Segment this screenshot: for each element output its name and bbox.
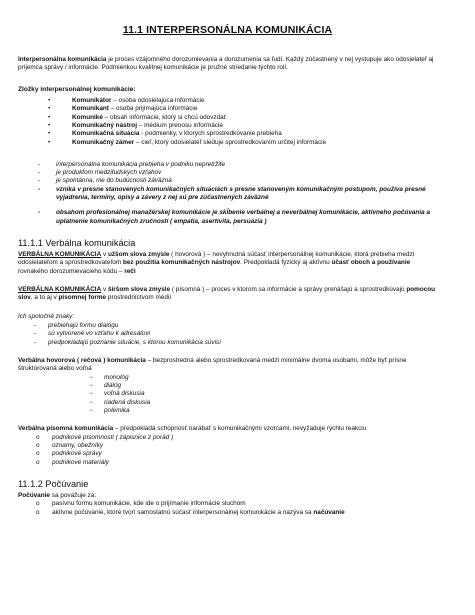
written-paragraph [18,425,437,433]
term: Počúvanie [18,491,50,499]
text: – bezprostredná alebo sprostredkovaná medzi minimálne dvoma osobami, môže byť prísne štruktúrovaná alebo voľná [18,357,407,373]
features-list [18,322,437,347]
list-item [18,500,437,508]
term: širšom slova zmysle [107,286,171,294]
section-heading-listening: 11.1.2 Počúvanie [18,478,89,489]
text: . Predpokladá fyzický aj aktívnu [240,259,332,267]
component-term: Komuniké [72,113,103,121]
text: ( hovorová ) – nevyhnutná súčasť interpersonálnej komunikácie, ktorá prebieha medzi odosielateľom a sprostredkovateľom [18,251,415,267]
term: Verbálna hovorová ( rečová ) komunikácia [18,357,146,365]
text: prostredníctvom médií [106,294,172,302]
note-item: - je produktom medziľudských vzťahov [18,169,437,177]
verbal-narrow-paragraph [18,251,437,276]
component-desc: – cieľ, ktorý odosielateľ sleduje sprostredkovaním určitej informácie [134,138,327,146]
notes-list [18,161,437,226]
list-item [18,97,437,105]
written-forms-list [18,434,437,467]
note-item: - vzniká v presne stanovených komunikačných situáciách s presne stanoveným komunikačným postupom, používa presné vyjadrenia, termíny, opisy a závery z nej sú pre zúčastnených záväzné [18,186,437,203]
component-desc: – obsah informácie, ktorý si chcú odovzdať [102,113,227,121]
intro-term: Interpersonálna komunikácia [18,55,107,63]
list-item: → voľná diskusia [18,390,437,398]
list-item [18,130,437,138]
text: – predpokladá schopnosť narábať s komunikačnými vzorcami, nevyžaduje rýchlu reakciu [113,425,367,433]
intro-text: je proces vzájomného dorozumievania a dorozumenia sa ľudí. Každý zúčastnený v nej vystupuje ako odosielateľ aj príjemca správy / informácie. Podmienkou kvalitnej komunikácie je pružné striedanie týchto rolí. [18,55,434,71]
component-term: Komunikačný zámer [72,138,135,146]
term: účasť oboch a používanie [331,259,411,267]
listening-list [18,500,437,517]
term: VERBÁLNA KOMUNIKÁCIA [18,251,102,259]
list-item [18,509,437,517]
verbal-broad-paragraph [18,286,437,303]
text: , a to aj v [30,294,59,302]
list-item: - sú vytvorené vo vzťahu k adresátovi [18,330,437,338]
list-item [18,122,437,130]
list-item: → riadená diskusia [18,399,437,407]
components-heading: Zložky interpersonálnej komunikácie: [18,86,136,94]
component-term: Komunikačný nástroj [72,121,137,129]
list-item: → monológ [18,374,437,382]
note-item: - interpersonálna komunikácia prebieha v podniku nepretržite [18,161,437,169]
text: sa považuje za: [49,491,97,499]
list-item: - prebiehajú formu dialógu [18,322,437,330]
list-item: → polemika [18,407,437,415]
term: Verbálna písomná komunikácia [18,425,114,433]
oral-paragraph [18,357,437,374]
component-desc: – médium prenosu informácie [137,121,223,129]
note-item: - je spontánna, nie do budúcnosti záväzná [18,177,437,185]
term: bez použitia komunikačných nástrojov [122,259,241,267]
term: načúvanie [313,508,345,516]
list-item [18,114,437,122]
term: písomnej forme [58,294,107,302]
term: užšom slova zmysle [107,251,170,259]
list-item: - predpokladajú poznanie situácie, s ktorou komunikácia súvisí [18,339,437,347]
term: pomocou slov [18,286,436,302]
component-desc: – osoba odosielajúca informácie [111,96,205,104]
list-item [18,139,437,147]
page-title: 11.1 INTERPERSONÁLNA KOMUNIKÁCIA [122,24,333,36]
component-term: Komunikačná situácia [72,130,140,138]
list-item: → dialóg [18,382,437,390]
components-list [18,97,437,147]
text: v [101,286,108,294]
listening-intro [18,492,437,500]
section-heading-verbal: 11.1.1 Verbálna komunikácia [18,238,136,249]
component-desc: – osoba prijímajúca informácie [108,105,198,113]
features-label: Ich spoločné znaky: [18,312,75,320]
component-term: Komunikátor [72,96,112,104]
component-term: Komunikant [72,105,109,113]
list-item: o podnikové správy [18,450,437,458]
list-item: o podnikové písomnosti ( zápisnice z porád ) [18,434,437,442]
text: aktívne počúvanie, ktoré tvorí samostatnú súčasť interpersonálnej komunikácie a nazýva sa [52,508,314,516]
term: reči [124,267,136,275]
intro-paragraph [18,56,437,73]
text: pasívnu formu komunikácie, kde ide o prijímanie informácie sluchom [52,500,246,508]
oral-forms-list [18,374,437,416]
text: v [101,251,108,259]
text: rovnakého dorozumievacieho kódu – [18,267,125,275]
note-item: - obsahom profesionálnej manažérskej komunikácie je skĺbenie verbálnej a neverbálnej komunikácie, aktívneho počúvania a uplatnenie komunikačných zručností ( empatia, asertivita, persuázia ) [18,209,437,226]
list-item [18,105,437,113]
component-desc: - podmienky, v ktorých sprostredkovanie prebieha [139,130,282,138]
list-item: o oznamy, obežníky [18,442,437,450]
list-item: o podnikové materiály [18,459,437,467]
text: ( písomná ) – proces v ktorom sa informácie a správy prenášajú a sprostredkúvajú [170,286,407,294]
term: VERBÁLNA KOMUNIKÁCIA [18,286,102,294]
